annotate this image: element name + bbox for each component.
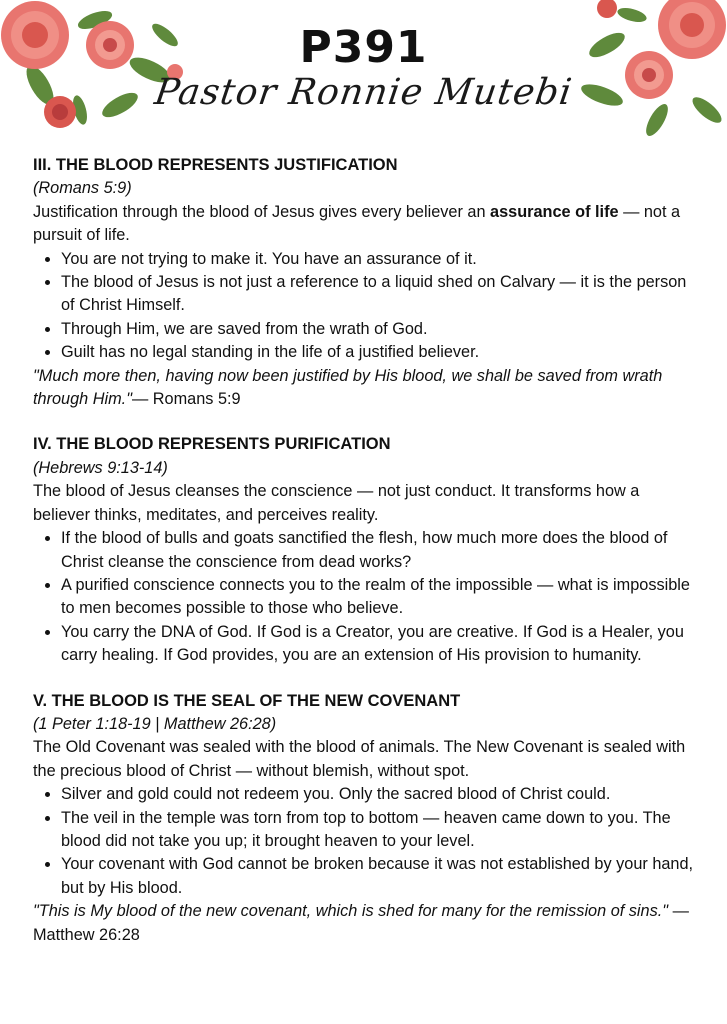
list-item: • If the blood of bulls and goats sanctified the flesh, how much more does the blood of Christ cleanse the conscience from dead works? [61,527,698,574]
scripture-quote: "This is My blood of the new covenant, which is shed for many for the remission of sins." — Matthew 26:28 [33,902,689,944]
section-title: III. THE BLOOD REPRESENTS JUSTIFICATION [33,156,398,174]
scripture-reference: (Hebrews 9:13-14) [33,458,168,477]
list-item: • Guilt has no legal standing in the life of a justified believer. [61,341,698,364]
scripture-quote: "Much more then, having now been justified by His blood, we shall be saved from wrath through Him."— Romans 5:9 [33,366,663,409]
list-item: • You carry the DNA of God. If God is a Creator, you are creative. If God is a Healer, you carry healing. If God provides, you are an extension of His provision to humanity. [61,621,698,668]
section-intro: The blood of Jesus cleanses the conscience — not just conduct. It transforms how a believer thinks, meditates, and perceives reality. [33,482,640,524]
bullet-list [33,527,698,667]
list-item: • You are not trying to make it. You have an assurance of it. [61,248,698,271]
bullet-list [33,783,698,900]
document-code: P391 [299,22,428,73]
list-item: • Silver and gold could not redeem you. Only the sacred blood of Christ could. [61,783,698,806]
section-new-covenant [33,690,698,947]
list-item: • Your covenant with God cannot be broken because it was not established by your hand, but by His blood. [61,853,698,900]
scripture-reference: (1 Peter 1:18-19 | Matthew 26:28) [33,714,277,733]
header [0,0,727,150]
list-item: • Through Him, we are saved from the wrath of God. [61,318,698,341]
section-intro: The Old Covenant was sealed with the blood of animals. The New Covenant is sealed with the precious blood of Christ — without blemish, without spot. [33,738,686,780]
list-item: • The veil in the temple was torn from top to bottom — heaven came down to you. The blood did not take you up; it brought heaven to your level. [61,807,698,854]
notes-body [33,154,698,969]
section-purification [33,433,698,667]
list-item: • A purified conscience connects you to the realm of the impossible — what is impossible to men becomes possible to those who believe. [61,574,698,621]
bullet-list [33,248,698,365]
list-item: • The blood of Jesus is not just a reference to a liquid shed on Calvary — it is the person of Christ Himself. [61,271,698,318]
section-justification [33,154,698,411]
section-title: V. THE BLOOD IS THE SEAL OF THE NEW COVENANT [33,691,461,710]
scripture-reference: (Romans 5:9) [33,179,132,198]
section-title: IV. THE BLOOD REPRESENTS PURIFICATION [33,435,391,454]
emphasis-text: assurance of life [490,202,619,221]
pastor-name: Pastor Ronnie Mutebi [152,72,575,113]
section-intro: Justification through the blood of Jesus gives every believer an assurance of life — not a pursuit of life. [33,202,681,245]
